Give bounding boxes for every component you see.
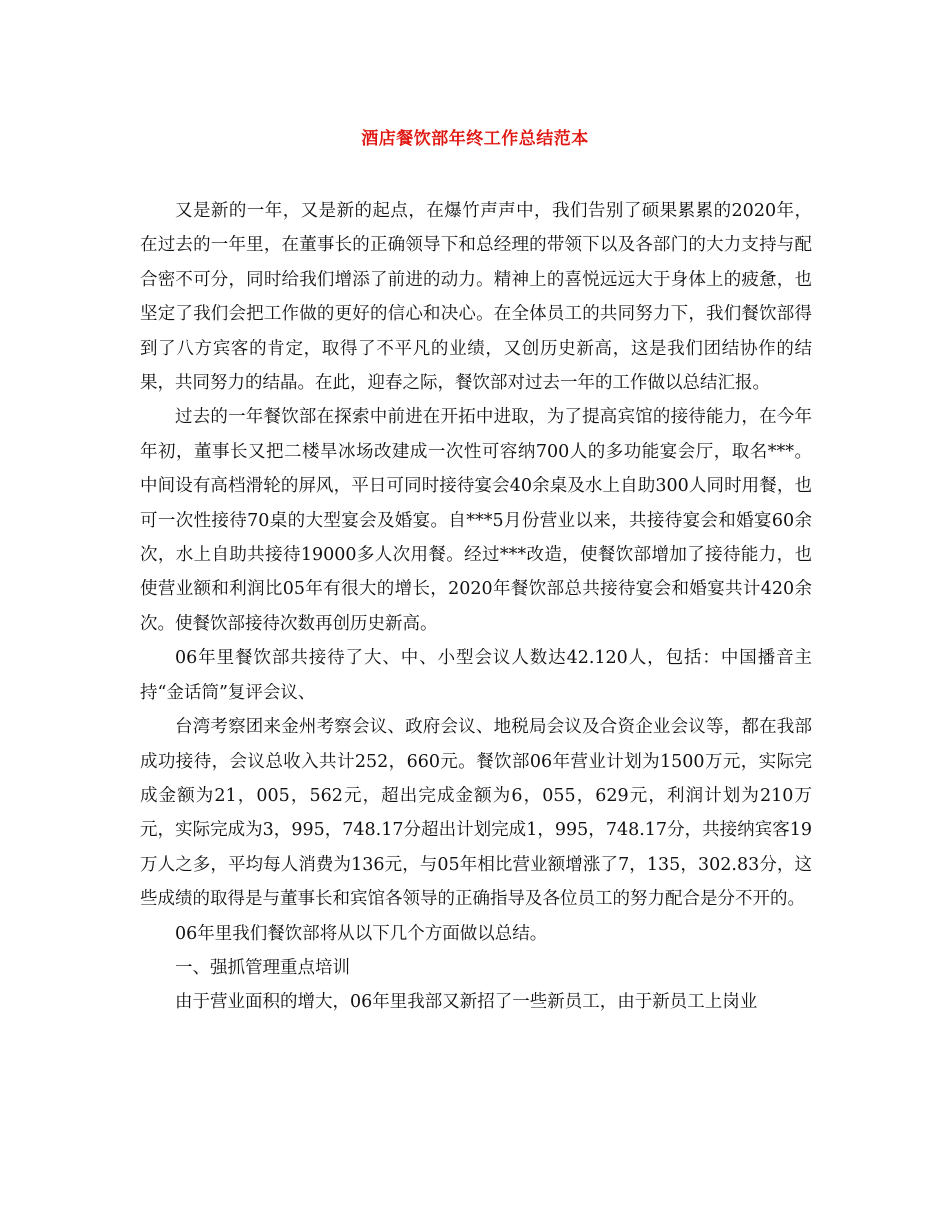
- paragraph-intro: 又是新的一年，又是新的起点，在爆竹声声中，我们告别了硕果累累的2020年，在过去的一年里，在董事长的正确领导下和总经理的带领下以及各部门的大力支持与配合密不可分，同时给我们增添了前进的动力。精神上的喜悦远远大于身体上的疲惫，也坚定了我们会把工作做的更好的信心和决心。在全体员工的共同努力下，我们餐饮部得到了八方宾客的肯定，取得了不平凡的业绩，又创历史新高，这是我们团结协作的结果，共同努力的结晶。在此，迎春之际，餐饮部对过去一年的工作做以总结汇报。: [140, 201, 812, 394]
- document-title: 酒店餐饮部年终工作总结范本: [361, 129, 589, 149]
- paragraph-meetings: 06年里餐饮部共接待了大、中、小型会议人数达42.120人，包括：中国播音主持“金话筒”复评会议、: [140, 648, 812, 703]
- section-heading-training: 一、强抓管理重点培训: [175, 957, 350, 978]
- document-body: [140, 194, 812, 1020]
- paragraph-summary-intro: 06年里我们餐饮部将从以下几个方面做以总结。: [175, 923, 548, 944]
- paragraph-new-staff: 由于营业面积的增大，06年里我部又新招了一些新员工，由于新员工上岗业: [175, 992, 758, 1013]
- paragraph-revenue: 台湾考察团来金州考察会议、政府会议、地税局会议及合资企业会议等，都在我部成功接待，会议总收入共计252，660元。餐饮部06年营业计划为1500万元，实际完成金额为21，005，562元，超出完成金额为6，055，629元，利润计划为210万元，实际完成为3，995，748.17分超出计划完成1，995，748.17分，共接纳宾客19万人之多，平均每人消费为136元，与05年相比营业额增涨了7，135，302.83分，这些成绩的取得是与董事长和宾馆各领导的正确指导及各位员工的努力配合是分不开的。: [140, 717, 812, 910]
- paragraph-banquet-hall: 过去的一年餐饮部在探索中前进在开拓中进取，为了提高宾馆的接待能力，在今年年初，董事长又把二楼旱冰场改建成一次性可容纳700人的多功能宴会厅，取名***。中间设有高档滑轮的屏风，平日可同时接待宴会40余桌及水上自助300人同时用餐，也可一次性接待70桌的大型宴会及婚宴。自***5月份营业以来，共接待宴会和婚宴60余次，水上自助共接待19000多人次用餐。经过***改造，使餐饮部增加了接待能力，也使营业额和利润比05年有很大的增长，2020年餐饮部总共接待宴会和婚宴共计420余次。使餐饮部接待次数再创历史新高。: [140, 407, 812, 634]
